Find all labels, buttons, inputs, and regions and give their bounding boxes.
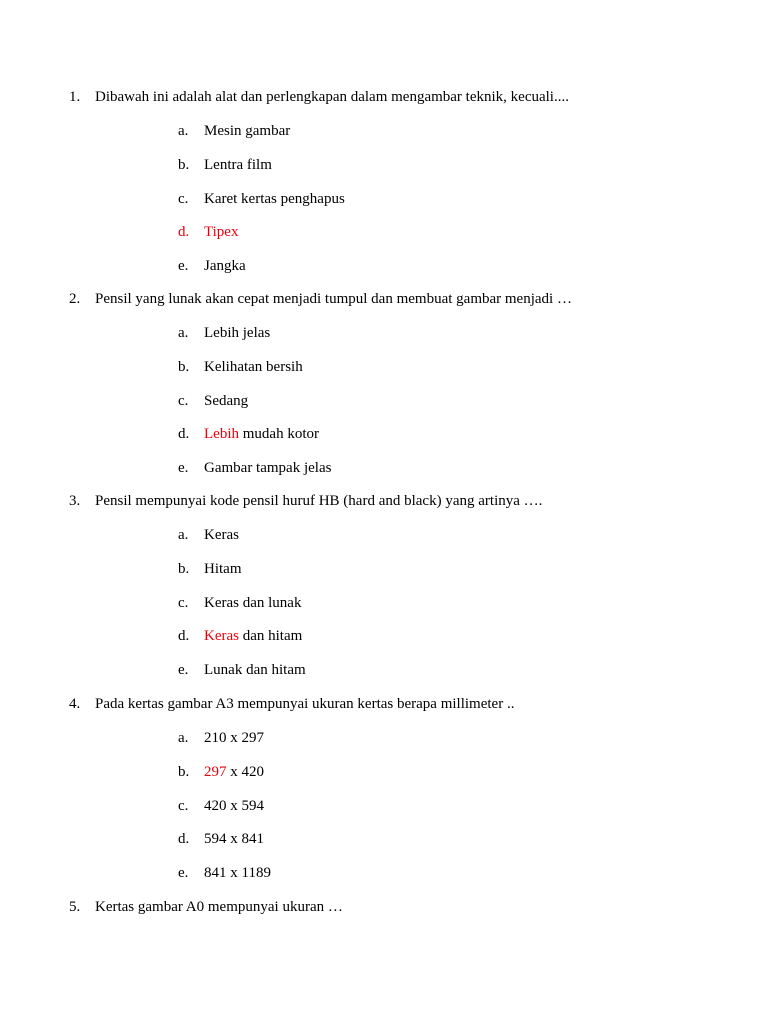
option-text xyxy=(204,594,301,612)
option-label: dan hitam xyxy=(238,628,303,644)
option-label: 841 x 1189 xyxy=(204,865,271,881)
option-label: Lebih jelas xyxy=(204,325,271,341)
option-text xyxy=(204,324,270,342)
option-letter: c. xyxy=(178,191,189,207)
option-letter: a. xyxy=(178,527,189,543)
question-text: Kertas gambar A0 mempunyai ukuran … xyxy=(95,899,343,915)
question-number: 5. xyxy=(69,899,81,915)
option-text xyxy=(204,763,264,781)
question-number: 1. xyxy=(69,89,81,105)
option-text xyxy=(204,560,242,578)
option-letter: d. xyxy=(178,831,190,847)
option-letter: e. xyxy=(178,258,189,274)
option-label: Hitam xyxy=(204,561,242,577)
option-text xyxy=(204,223,238,241)
option-text xyxy=(204,526,239,544)
option-letter: a. xyxy=(178,325,189,341)
option-label: Kelihatan bersih xyxy=(204,359,303,375)
option-text xyxy=(204,864,271,882)
option-letter: e. xyxy=(178,460,189,476)
answer-highlight: 297 xyxy=(204,764,227,780)
option-text xyxy=(204,358,303,376)
option-text xyxy=(204,830,264,848)
option-text xyxy=(204,797,264,815)
option-text xyxy=(204,156,272,174)
option-label: 594 x 841 xyxy=(204,831,264,847)
option-letter: b. xyxy=(178,157,190,173)
option-label: Jangka xyxy=(204,258,246,274)
option-label: mudah kotor xyxy=(239,426,319,442)
option-text xyxy=(204,627,302,645)
option-text xyxy=(204,122,290,140)
option-letter: a. xyxy=(178,123,189,139)
answer-highlight: Lebih xyxy=(204,426,239,442)
option-text xyxy=(204,459,331,477)
question-number: 4. xyxy=(69,696,81,712)
option-letter: b. xyxy=(178,359,190,375)
answer-highlight: Keras xyxy=(204,628,239,644)
option-letter: b. xyxy=(178,561,190,577)
option-text xyxy=(204,257,246,275)
answer-highlight: Tipex xyxy=(204,224,239,240)
option-label: Karet kertas penghapus xyxy=(204,191,345,207)
option-letter: b. xyxy=(178,764,190,780)
option-label: Keras xyxy=(204,527,239,543)
option-text xyxy=(204,425,319,443)
question-number: 2. xyxy=(69,291,81,307)
option-label: x 420 xyxy=(226,764,264,780)
question-text: Pensil mempunyai kode pensil huruf HB (hard and black) yang artinya …. xyxy=(95,493,543,509)
option-label: 420 x 594 xyxy=(204,798,264,814)
option-label: Mesin gambar xyxy=(204,123,291,139)
option-letter: c. xyxy=(178,798,189,814)
option-letter: a. xyxy=(178,730,189,746)
option-text xyxy=(204,392,248,410)
option-label: Sedang xyxy=(204,393,249,409)
question-text: Pada kertas gambar A3 mempunyai ukuran kertas berapa millimeter .. xyxy=(95,696,515,712)
option-text xyxy=(204,661,306,679)
question-text: Pensil yang lunak akan cepat menjadi tumpul dan membuat gambar menjadi … xyxy=(95,291,572,307)
option-letter: d. xyxy=(178,426,190,442)
option-label: 210 x 297 xyxy=(204,730,264,746)
option-label: Gambar tampak jelas xyxy=(204,460,332,476)
question-text: Dibawah ini adalah alat dan perlengkapan dalam mengambar teknik, kecuali.... xyxy=(95,89,569,105)
option-label: Lunak dan hitam xyxy=(204,662,306,678)
option-letter: e. xyxy=(178,662,189,678)
question-number: 3. xyxy=(69,493,81,509)
option-letter: d. xyxy=(178,224,190,240)
option-letter: c. xyxy=(178,393,189,409)
option-label: Keras dan lunak xyxy=(204,595,302,611)
option-letter: e. xyxy=(178,865,189,881)
option-text xyxy=(204,190,345,208)
option-letter: c. xyxy=(178,595,189,611)
option-label: Lentra film xyxy=(204,157,272,173)
option-letter: d. xyxy=(178,628,190,644)
option-text xyxy=(204,729,264,747)
